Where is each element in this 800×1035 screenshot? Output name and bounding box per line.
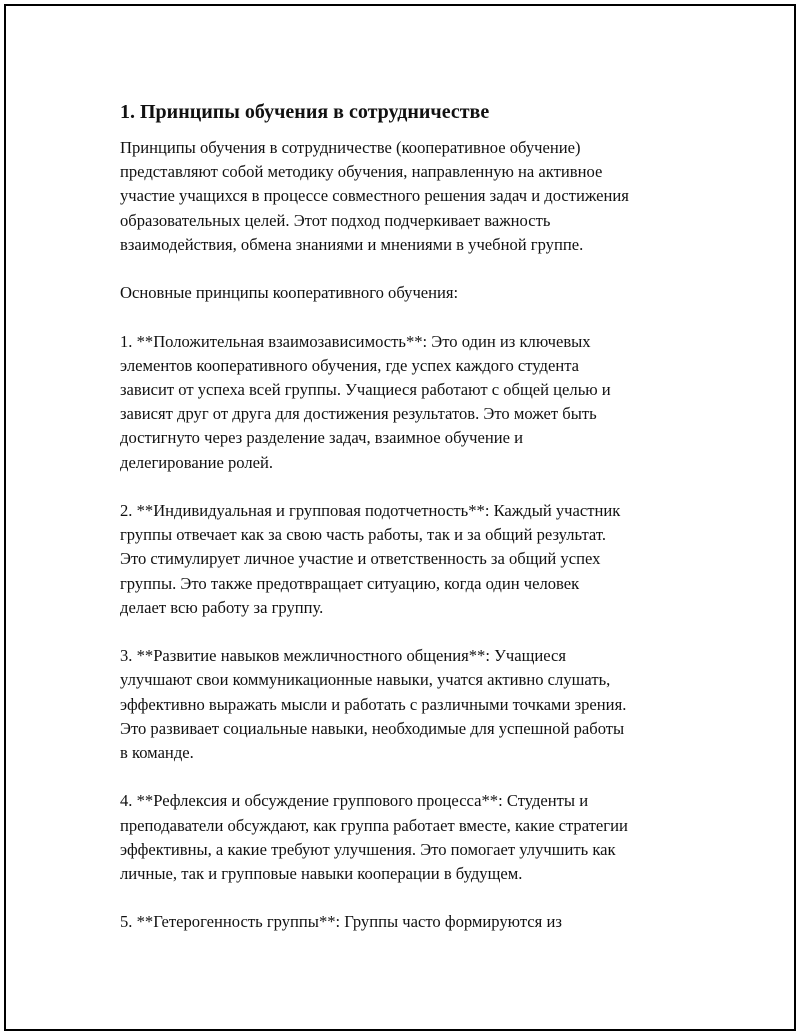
page-frame [4, 4, 796, 1031]
document-body [120, 98, 710, 935]
principles-lead-paragraph: Основные принципы кооперативного обучения: [120, 283, 459, 303]
principle-5-paragraph: 5. **Гетерогенность группы**: Группы часто формируются из [120, 912, 562, 932]
section-heading: 1. Принципы обучения в сотрудничестве [120, 101, 490, 123]
principle-1-paragraph: 1. **Положительная взаимозависимость**: Это один из ключевых элементов кооперативного обучения, где успех каждого студента зависит от успеха всей группы. Учащиеся работают с общей целью и зависят друг от друга для достижения результатов. Это может быть достигнуто через разделение задач, взаимное обучение и делегирование ролей. [120, 331, 611, 472]
principle-4-paragraph: 4. **Рефлексия и обсуждение группового процесса**: Студенты и преподаватели обсуждают, как группа работает вместе, какие стратегии эффективны, а какие требуют улучшения. Это помогает улучшить как личные, так и групповые навыки кооперации в будущем. [120, 791, 628, 884]
intro-paragraph: Принципы обучения в сотрудничестве (кооперативное обучение) представляют собой методику обучения, направленную на активное участие учащихся в процессе совместного решения задач и достижения образовательных целей. Этот подход подчеркивает важность взаимодействия, обмена знаниями и мнениями в учебной группе. [120, 138, 629, 254]
principle-3-paragraph: 3. **Развитие навыков межличностного общения**: Учащиеся улучшают свои коммуникационные навыки, учатся активно слушать, эффективно выражать мысли и работать с различными точками зрения. Это развивает социальные навыки, необходимые для успешной работы в команде. [120, 646, 627, 763]
principle-2-paragraph: 2. **Индивидуальная и групповая подотчетность**: Каждый участник группы отвечает как за свою часть работы, так и за общий результат. Это стимулирует личное участие и ответственность за общий успех группы. Это также предотвращает ситуацию, когда один человек делает всю работу за группу. [120, 501, 621, 617]
